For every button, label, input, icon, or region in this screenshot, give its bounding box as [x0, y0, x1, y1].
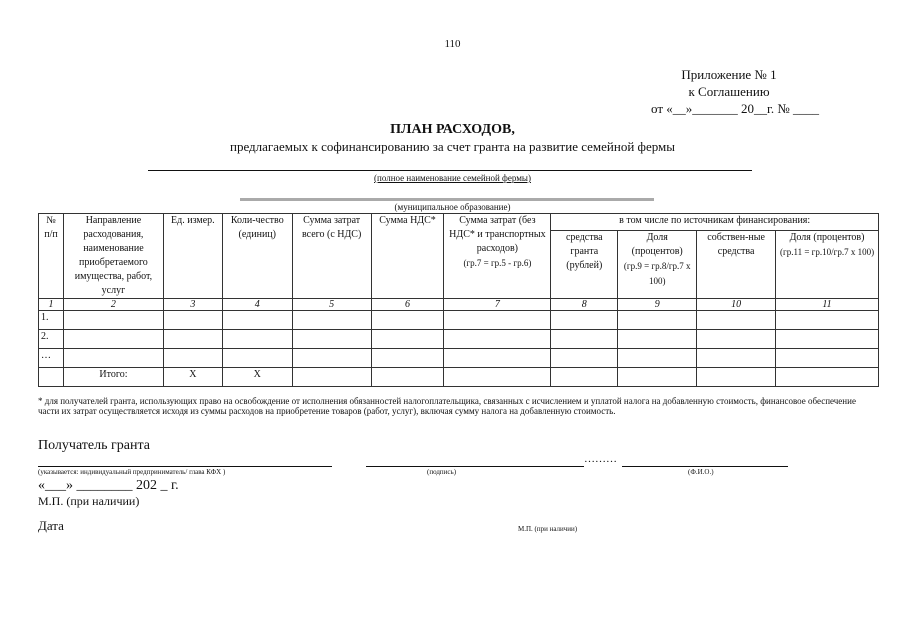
table-row	[39, 330, 879, 349]
column-number-row	[39, 299, 879, 311]
row-number: 1.	[39, 311, 64, 330]
col-num: 9	[618, 299, 697, 311]
cell[interactable]	[551, 330, 618, 349]
stamp-note: М.П. (при наличии)	[38, 494, 140, 508]
cell[interactable]	[222, 349, 292, 368]
cell[interactable]	[292, 368, 371, 387]
municipality-line	[240, 198, 654, 201]
cell[interactable]	[371, 330, 444, 349]
page-number: 110	[444, 38, 461, 50]
cell[interactable]	[292, 349, 371, 368]
date-label: Дата	[38, 518, 64, 533]
position-line	[38, 466, 332, 467]
header-num: № п/п	[39, 214, 64, 299]
position-caption: (указывается: индивидуальный предприниматель/ глава КФХ )	[38, 468, 226, 476]
document-subtitle: предлагаемых к софинансированию за счет гранта на развитие семейной фермы	[230, 139, 675, 154]
annex-date-number: от «__»_______ 20__г. № ____	[650, 101, 820, 116]
header-sum-no-vat	[444, 214, 551, 299]
col-num: 6	[371, 299, 444, 311]
total-qty-mark: Х	[222, 368, 292, 387]
name-caption: (Ф.И.О.)	[688, 468, 714, 476]
recipient-label: Получатель гранта	[38, 438, 150, 453]
cell[interactable]	[444, 330, 551, 349]
cell[interactable]	[371, 311, 444, 330]
stamp-note-2: М.П. (при наличии)	[518, 525, 578, 533]
header-grant-funds: средства гранта (рублей)	[551, 231, 618, 299]
cell[interactable]	[371, 368, 444, 387]
annex-number: Приложение № 1	[681, 67, 777, 82]
total-unit-mark: Х	[163, 368, 222, 387]
municipality-caption: (муниципальное образование)	[394, 202, 511, 212]
dots: ………	[584, 453, 617, 465]
cell[interactable]	[551, 368, 618, 387]
header-direction: Направление расходования, наименование приобретаемого имущества, работ, услуг	[63, 214, 163, 299]
header-qty: Коли-чество (единиц)	[222, 214, 292, 299]
header-unit: Ед. измер.	[163, 214, 222, 299]
signature-caption: (подпись)	[427, 468, 457, 476]
name-line	[622, 466, 788, 467]
cell[interactable]	[222, 311, 292, 330]
cell[interactable]	[697, 368, 776, 387]
cell[interactable]	[697, 311, 776, 330]
signature-date-line: «___» ________ 202 _ г.	[38, 478, 179, 493]
col-num: 4	[222, 299, 292, 311]
header-share-own	[776, 231, 879, 299]
col-num: 10	[697, 299, 776, 311]
document-title: ПЛАН РАСХОДОВ,	[390, 122, 515, 137]
col-num: 7	[444, 299, 551, 311]
header-share-grant-formula: (гр.9 = гр.8/гр.7 х 100)	[623, 261, 691, 287]
cell[interactable]	[63, 311, 163, 330]
row-number: …	[39, 349, 64, 368]
cell[interactable]	[697, 349, 776, 368]
header-share-grant	[618, 231, 697, 299]
vat-footnote: * для получателей гранта, использующих право на освобождение от исполнения обязанностей налогоплательщика, связанных с исчислением и уплатой налога на добавленную стоимость, финансовое обеспечение части их затрат осуществляется исходя из суммы расходов на приобретение товаров (работ, услуг), включая сумму налога на добавленную стоимость.	[38, 396, 856, 416]
cell[interactable]	[551, 349, 618, 368]
total-row	[39, 368, 879, 387]
col-num: 5	[292, 299, 371, 311]
total-label: Итого:	[63, 368, 163, 387]
farm-name-line	[148, 170, 752, 171]
table-row	[39, 311, 879, 330]
cell[interactable]	[292, 330, 371, 349]
header-own-funds: собствен-ные средства	[697, 231, 776, 299]
col-num: 11	[776, 299, 879, 311]
cell[interactable]	[222, 330, 292, 349]
header-sum-no-vat-formula: (гр.7 = гр.5 - гр.6)	[463, 258, 532, 268]
cell[interactable]	[63, 330, 163, 349]
table-header-row	[39, 214, 879, 231]
header-share-own-formula: (гр.11 = гр.10/гр.7 х 100)	[780, 247, 875, 258]
cell[interactable]	[618, 330, 697, 349]
cell[interactable]	[618, 368, 697, 387]
cell[interactable]	[697, 330, 776, 349]
header-sum-no-vat-text: Сумма затрат (без НДС* и транспортных расходов)	[449, 215, 546, 254]
expense-plan-table	[38, 213, 879, 387]
header-sum-total: Сумма затрат всего (с НДС)	[292, 214, 371, 299]
header-share-grant-text: Доля (процентов)	[631, 232, 683, 258]
cell[interactable]	[444, 349, 551, 368]
cell[interactable]	[776, 349, 879, 368]
cell[interactable]	[776, 330, 879, 349]
cell[interactable]	[776, 368, 879, 387]
col-num: 1	[39, 299, 64, 311]
cell[interactable]	[163, 330, 222, 349]
farm-name-caption: (полное наименование семейной фермы)	[374, 173, 531, 183]
cell[interactable]	[776, 311, 879, 330]
header-vat: Сумма НДС*	[371, 214, 444, 299]
cell[interactable]	[292, 311, 371, 330]
cell[interactable]	[163, 311, 222, 330]
cell[interactable]	[618, 349, 697, 368]
cell[interactable]	[371, 349, 444, 368]
col-num: 8	[551, 299, 618, 311]
header-share-own-text: Доля (процентов)	[789, 232, 865, 244]
annex-agreement: к Соглашению	[688, 84, 770, 99]
signature-line	[366, 466, 584, 467]
cell[interactable]	[444, 311, 551, 330]
col-num: 3	[163, 299, 222, 311]
cell[interactable]	[444, 368, 551, 387]
cell[interactable]	[63, 349, 163, 368]
header-sources: в том числе по источникам финансирования:	[551, 214, 879, 231]
cell[interactable]	[618, 311, 697, 330]
cell	[39, 368, 64, 387]
col-num: 2	[63, 299, 163, 311]
cell[interactable]	[551, 311, 618, 330]
row-number: 2.	[39, 330, 64, 349]
table-row	[39, 349, 879, 368]
cell[interactable]	[163, 349, 222, 368]
